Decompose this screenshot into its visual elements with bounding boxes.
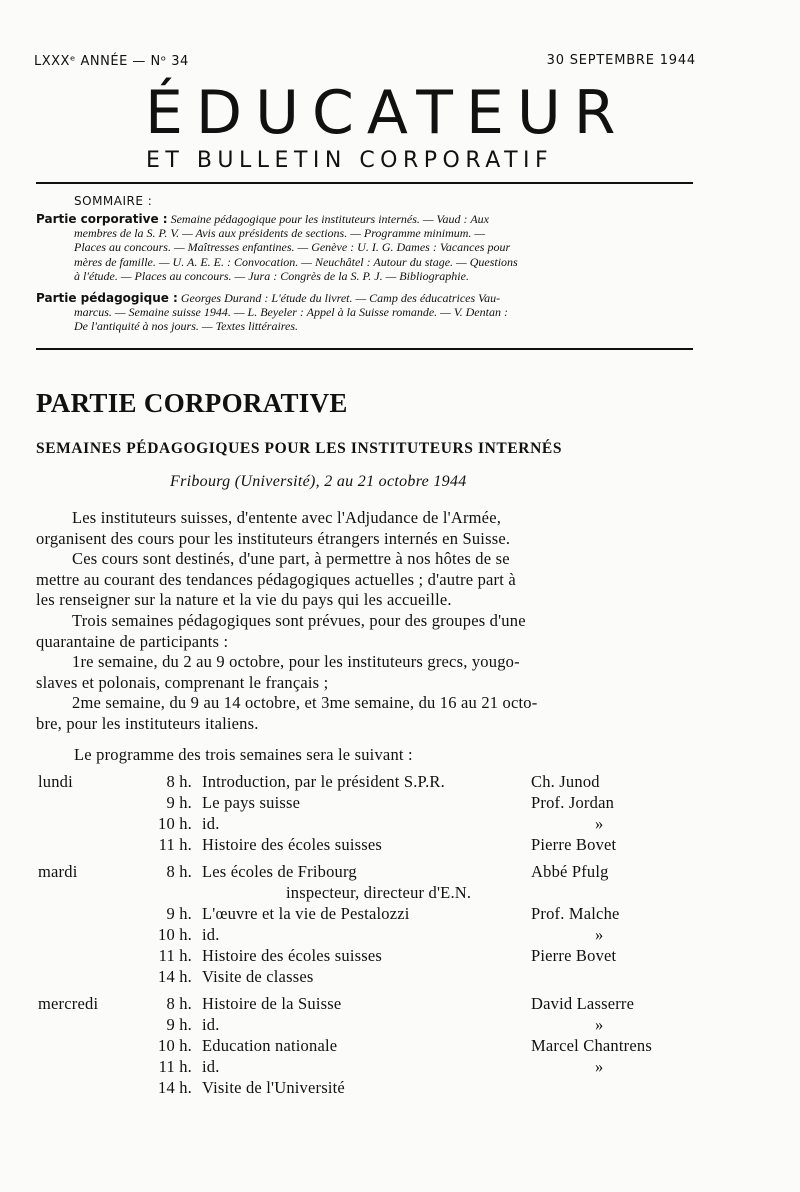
body-line: organisent des cours pour les instituteurs étrangers internés en Suisse. (36, 528, 511, 548)
body-line: quarantaine de participants : (36, 631, 229, 651)
schedule-topic: Histoire de la Suisse (202, 994, 342, 1013)
sommaire-text: Semaine pédagogique pour les instituteurs internés. — Vaud : Aux (170, 212, 489, 226)
corporative-label: Partie corporative : (36, 212, 168, 226)
schedule-topic: Le pays suisse (202, 793, 301, 812)
schedule-topic: Histoire des écoles suisses (202, 946, 382, 965)
sommaire-line: membres de la S. P. V. — Avis aux présidents de sections. — Programme minimum. — (74, 226, 486, 241)
sommaire-pedagogique (36, 291, 694, 334)
schedule-speaker: Prof. Malche (531, 904, 620, 923)
masthead-subtitle: ET BULLETIN CORPORATIF (146, 148, 554, 173)
schedule-topic: id. (202, 814, 220, 833)
schedule-speaker-ditto: » (595, 1057, 604, 1076)
schedule-topic: id. (202, 925, 220, 944)
schedule-hour: 11 h. (158, 946, 192, 965)
pedagogique-label: Partie pédagogique : (36, 291, 178, 305)
schedule-speaker: Prof. Jordan (531, 793, 615, 812)
bottom-divider (36, 348, 693, 350)
schedule-topic: id. (202, 1057, 220, 1076)
sommaire-line: mères de famille. — U. A. E. E. : Convocation. — Neuchâtel : Autour du stage. — Questions (74, 254, 518, 269)
schedule-hour: 9 h. (166, 904, 192, 923)
schedule-hour: 8 h. (166, 772, 192, 791)
sommaire-corporative (36, 212, 694, 283)
body-line: bre, pour les instituteurs italiens. (36, 713, 259, 733)
body-line: slaves et polonais, comprenant le français ; (36, 672, 329, 692)
sommaire-line: à l'étude. — Places au concours. — Jura : Congrès de la S. P. J. — Bibliographie. (74, 268, 469, 283)
schedule-hour: 10 h. (158, 814, 192, 833)
schedule-speaker: Pierre Bovet (531, 835, 617, 854)
schedule-day: mardi (38, 862, 78, 881)
schedule-speaker-ditto: » (595, 1015, 604, 1034)
sommaire-text: Georges Durand : L'étude du livret. — Camp des éducatrices Vau- (180, 291, 501, 305)
schedule-hour: 11 h. (158, 1057, 192, 1076)
body-line: les renseigner sur la nature et la vie du pays qui les accueille. (36, 590, 452, 610)
schedule-topic: Introduction, par le président S.P.R. (202, 772, 445, 791)
schedule-topic: Education nationale (202, 1036, 338, 1055)
schedule-speaker-ditto: » (595, 925, 604, 944)
schedule-hour: 11 h. (158, 835, 192, 854)
sommaire-label: SOMMAIRE : (74, 194, 153, 208)
schedule-topic: Visite de classes (202, 967, 314, 986)
schedule-hour: 9 h. (166, 793, 192, 812)
schedule-topic: Visite de l'Université (202, 1078, 345, 1097)
schedule-speaker: David Lasserre (531, 994, 635, 1013)
schedule-speaker: Pierre Bovet (531, 946, 617, 965)
schedule-hour: 8 h. (166, 862, 192, 881)
sommaire-line: marcus. — Semaine suisse 1944. — L. Beyeler : Appel à la Suisse romande. — V. Dentan : (74, 305, 508, 320)
schedule-hour: 14 h. (158, 1078, 192, 1097)
issue-number: LXXXᵉ ANNÉE — Nᵒ 34 (34, 54, 189, 69)
article-heading: SEMAINES PÉDAGOGIQUES POUR LES INSTITUTEURS INTERNÉS (36, 440, 563, 457)
masthead-title: ÉDUCATEUR (145, 78, 629, 148)
schedule-day: lundi (38, 772, 73, 791)
issue-date: 30 SEPTEMBRE 1944 (546, 53, 696, 68)
sommaire-line (36, 212, 694, 226)
body-line: Ces cours sont destinés, d'une part, à permettre à nos hôtes de se (72, 549, 510, 569)
schedule-day: mercredi (38, 994, 99, 1013)
schedule-speaker-title: inspecteur, directeur d'E.N. (286, 883, 472, 902)
schedule-hour: 10 h. (158, 925, 192, 944)
body-line: Les instituteurs suisses, d'entente avec l'Adjudance de l'Armée, (72, 508, 502, 527)
schedule-speaker: Ch. Junod (531, 772, 600, 791)
article-body (36, 508, 694, 735)
sommaire-line: Places au concours. — Maîtresses enfantines. — Genève : U. I. G. Dames : Vacances pour (74, 240, 511, 255)
top-divider (36, 182, 693, 184)
sommaire-line (36, 291, 694, 305)
body-line: 1re semaine, du 2 au 9 octobre, pour les instituteurs grecs, yougo- (72, 652, 520, 672)
schedule-topic: Histoire des écoles suisses (202, 835, 382, 854)
schedule-speaker-ditto: » (595, 814, 604, 833)
schedule-topic: L'œuvre et la vie de Pestalozzi (202, 904, 410, 923)
schedule-hour: 10 h. (158, 1036, 192, 1055)
schedule-hour: 8 h. (166, 994, 192, 1013)
body-line: Trois semaines pédagogiques sont prévues, pour des groupes d'une (72, 610, 526, 630)
schedule-speaker: Abbé Pfulg (531, 862, 609, 881)
schedule-speaker: Marcel Chantrens (531, 1036, 652, 1055)
schedule-hour: 14 h. (158, 967, 192, 986)
section-title: PARTIE CORPORATIVE (36, 388, 348, 418)
body-line: 2me semaine, du 9 au 14 octobre, et 3me semaine, du 16 au 21 octo- (72, 693, 538, 713)
program-intro: Le programme des trois semaines sera le suivant : (74, 745, 413, 764)
body-line: mettre au courant des tendances pédagogiques actuelles ; d'autre part à (36, 569, 516, 589)
schedule-topic: id. (202, 1015, 220, 1034)
sommaire-line: De l'antiquité à nos jours. — Textes littéraires. (74, 319, 299, 334)
place-date: Fribourg (Université), 2 au 21 octobre 1944 (170, 473, 467, 490)
schedule-hour: 9 h. (166, 1015, 192, 1034)
schedule-topic: Les écoles de Fribourg (202, 862, 357, 881)
